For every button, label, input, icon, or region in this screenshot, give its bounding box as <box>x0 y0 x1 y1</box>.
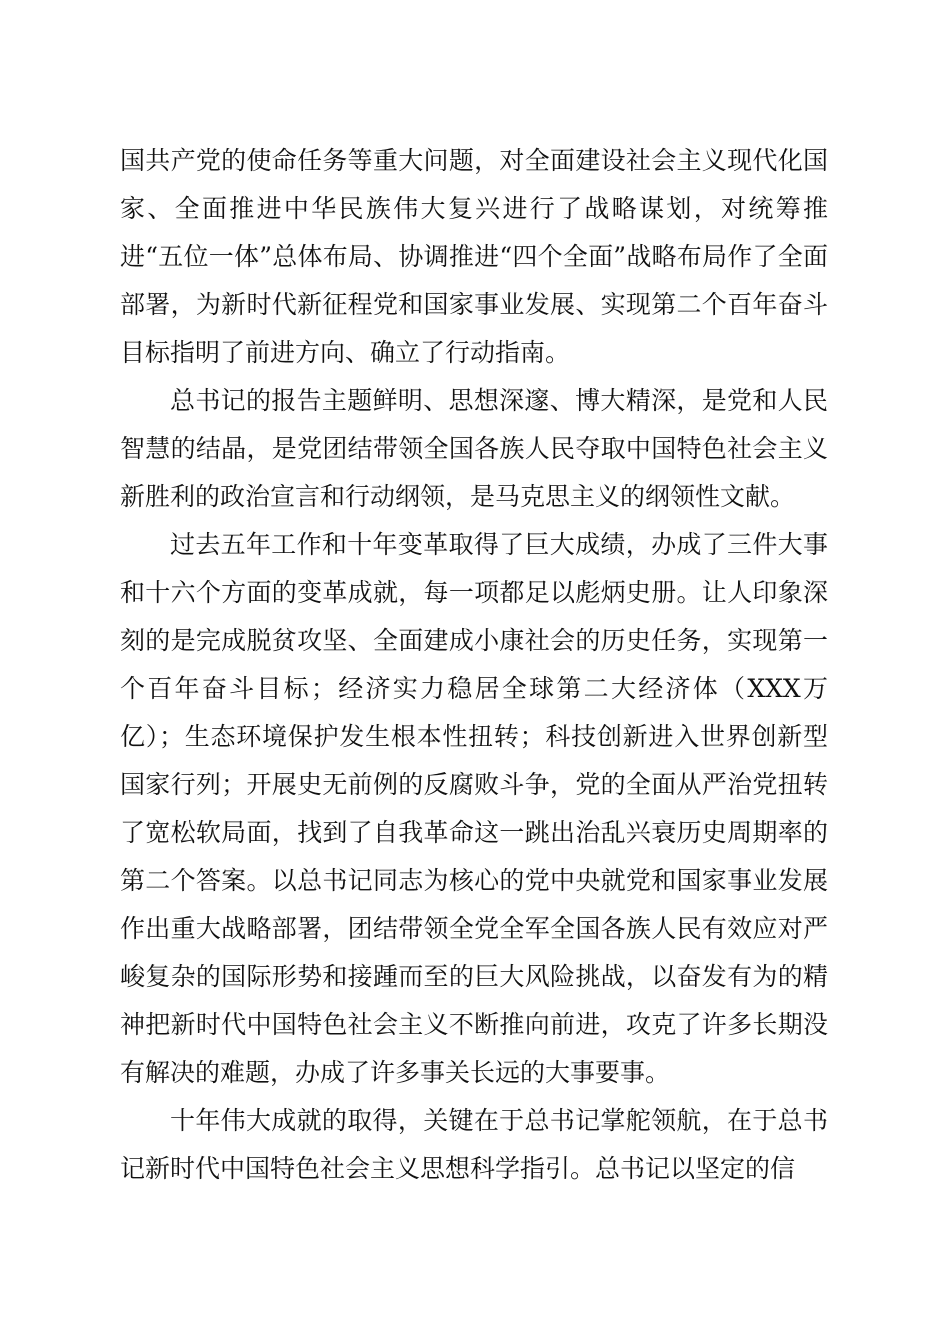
body-text <box>120 137 828 1193</box>
paragraph-2: 总书记的报告主题鲜明、思想深邃、博大精深，是党和人民智慧的结晶，是党团结带领全国各族人民夺取中国特色社会主义新胜利的政治宣言和行动纲领，是马克思主义的纲领性文献。 <box>120 386 828 511</box>
paragraph-3: 过去五年工作和十年变革取得了巨大成绩，办成了三件大事和十六个方面的变革成就，每一项都足以彪炳史册。让人印象深刻的是完成脱贫攻坚、全面建成小康社会的历史任务，实现第一个百年奋斗目标；经济实力稳居全球第二大经济体（XXX万亿）；生态环境保护发生根本性扭转；科技创新进入世界创新型国家行列；开展史无前例的反腐败斗争，党的全面从严治党扭转了宽松软局面，找到了自我革命这一跳出治乱兴衰历史周期率的第二个答案。以总书记同志为核心的党中央就党和国家事业发展作出重大战略部署，团结带领全党全军全国各族人民有效应对严峻复杂的国际形势和接踵而至的巨大风险挑战，以奋发有为的精神把新时代中国特色社会主义不断推向前进，攻克了许多长期没有解决的难题，办成了许多事关长远的大事要事。 <box>120 530 828 1087</box>
paragraph-1: 国共产党的使命任务等重大问题，对全面建设社会主义现代化国家、全面推进中华民族伟大复兴进行了战略谋划，对统筹推进“五位一体”总体布局、协调推进“四个全面”战略布局作了全面部署，为新时代新征程党和国家事业发展、实现第二个百年奋斗目标指明了前进方向、确立了行动指南。 <box>120 146 828 367</box>
paragraph-4: 十年伟大成就的取得，关键在于总书记掌舵领航，在于总书记新时代中国特色社会主义思想科学指引。总书记以坚定的信 <box>120 1106 828 1183</box>
